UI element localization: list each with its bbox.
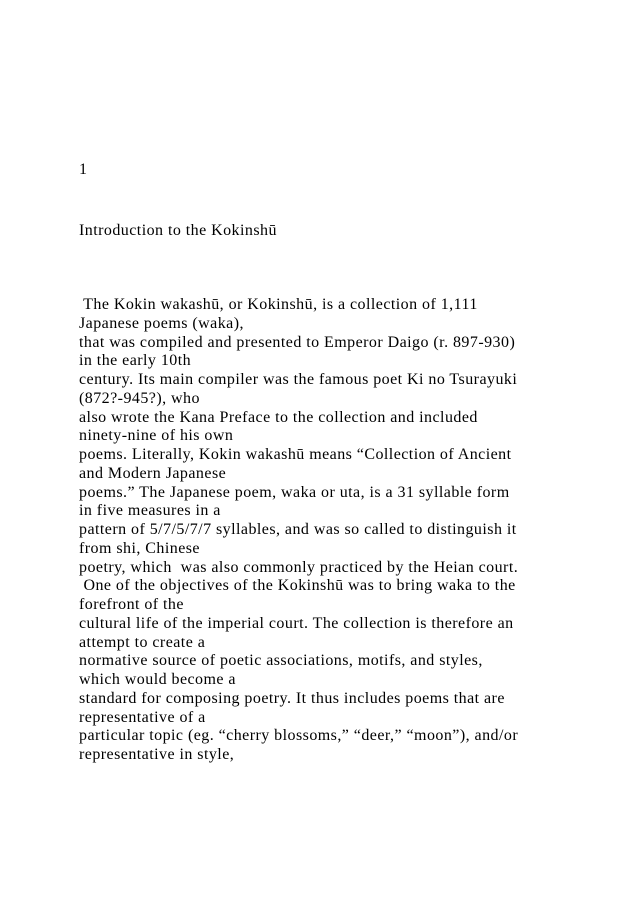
body-line: which would become a	[79, 671, 236, 688]
body-line: poems.” The Japanese poem, waka or uta, is a 31 syllable form	[79, 483, 510, 501]
body-line: also wrote the Kana Preface to the collection and included	[79, 408, 478, 426]
body-line: One of the objectives of the Kokinshū was to bring waka to the	[79, 577, 516, 595]
body-line: forefront of the	[79, 596, 184, 613]
body-line: pattern of 5/7/5/7/7 syllables, and was so called to distinguish it	[79, 521, 517, 538]
body-line: representative of a	[79, 708, 206, 726]
document-title: Introduction to the Kokinshū	[79, 222, 277, 239]
body-line: poems. Literally, Kokin wakashū means “Collection of Ancient	[79, 446, 512, 463]
body-line: Japanese poems (waka),	[79, 314, 244, 332]
body-line: (872?-945?), who	[79, 389, 200, 407]
body-line: standard for composing poetry. It thus includes poems that are	[79, 689, 505, 707]
body-line: cultural life of the imperial court. The collection is therefore an	[79, 614, 514, 632]
body-line: century. Its main compiler was the famous poet Ki no Tsurayuki	[79, 371, 518, 388]
body-line: representative in style,	[79, 746, 235, 763]
body-line: in the early 10th	[79, 352, 192, 370]
body-line: The Kokin wakashū, or Kokinshū, is a collection of 1,111	[79, 296, 478, 313]
body-line: attempt to create a	[79, 633, 206, 651]
body-line: and Modern Japanese	[79, 464, 227, 482]
body-line: from shi, Chinese	[79, 539, 200, 557]
body-line: ninety-nine of his own	[79, 427, 234, 445]
body-text	[79, 296, 569, 765]
body-line: normative source of poetic associations, motifs, and styles,	[79, 652, 483, 670]
body-line: that was compiled and presented to Emperor Daigo (r. 897-930)	[79, 333, 516, 351]
body-line: in five measures in a	[79, 502, 221, 520]
page-number: 1	[79, 161, 88, 178]
body-line: particular topic (eg. “cherry blossoms,” “deer,” “moon”), and/or	[79, 727, 519, 745]
body-line: poetry, which was also commonly practiced by the Heian court.	[79, 558, 519, 576]
